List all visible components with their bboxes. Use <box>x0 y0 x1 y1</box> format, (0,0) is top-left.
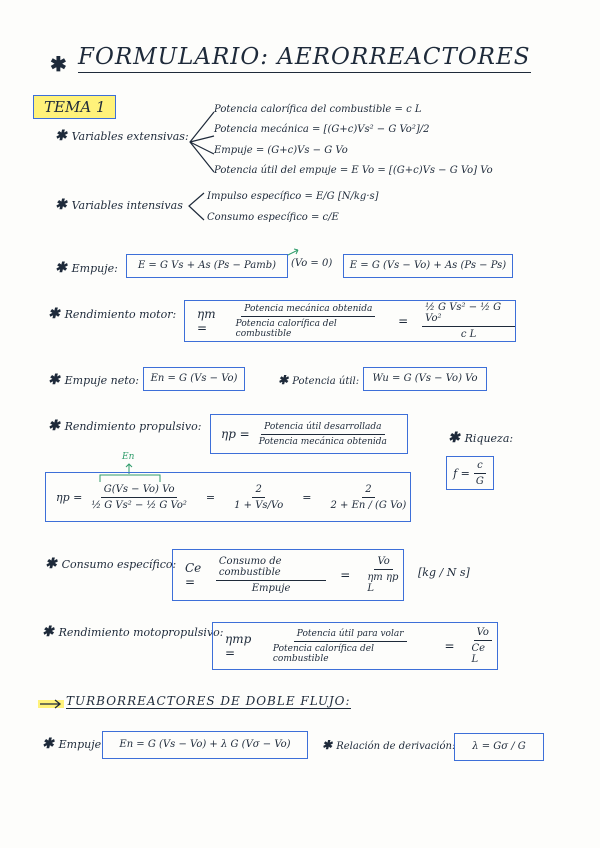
rend-motopropulsivo-label: ✱ Rendimiento motopropulsivo: <box>42 624 224 640</box>
consumo-units: [kg / N s] <box>418 566 470 579</box>
rend-propulsivo-row-den-3: 2 + En / (G Vo) <box>330 499 407 511</box>
rend-motopropulsivo-box <box>212 622 498 670</box>
rend-motopropulsivo-eq: = <box>444 639 455 653</box>
riqueza-box <box>446 456 494 490</box>
intensivas-bracket <box>186 190 206 224</box>
rend-propulsivo-row-eq-1: = <box>205 490 216 504</box>
empuje-label: ✱ Empuje: <box>55 260 118 276</box>
turbofan-empuje-label: ✱ Empuje <box>42 736 102 752</box>
riqueza-den: G <box>475 475 484 487</box>
riqueza-symbol: f = <box>453 466 470 480</box>
derivacion-label: ✱ Relación de derivación: <box>322 738 456 752</box>
rend-propulsivo-row-num-2: 2 <box>252 484 264 498</box>
title-bullet: ✱ <box>50 52 67 76</box>
rend-motopropulsivo-num-2: Vo <box>474 627 492 641</box>
bullet-icon: ✱ <box>48 418 65 434</box>
rend-propulsivo-row-num-3: 2 <box>362 484 374 498</box>
turbofan-empuje-formula: En = G (Vs − Vo) + λ G (Vσ − Vo) <box>102 731 308 759</box>
consumo-eq: = <box>340 568 351 582</box>
potencia-util-formula: Wu = G (Vs − Vo) Vo <box>363 367 487 391</box>
consumo-num: Consumo de combustible <box>216 556 326 581</box>
rend-propulsivo-row-num: G(Vs − Vo) Vo <box>101 484 178 498</box>
intensivas-label: ✱ Variables intensivas <box>55 197 183 213</box>
rend-propulsivo-label: ✱ Rendimiento propulsivo: <box>48 418 202 434</box>
bullet-icon: ✱ <box>45 556 62 572</box>
empuje-formula-1: E = G Vs + As (Ps − Pamb) <box>126 254 288 278</box>
empuje-neto-label: ✱ Empuje neto: <box>48 372 139 388</box>
consumo-num-2: Vo <box>374 556 392 570</box>
consumo-den: Empuje <box>251 583 291 594</box>
intensivas-item-1: Impulso específico = E/G [N/kg·s] <box>207 191 379 202</box>
rend-propulsivo-row-den-2: 1 + Vs/Vo <box>234 499 284 511</box>
bullet-icon: ✱ <box>55 197 72 213</box>
extensivas-item-1: Potencia calorífica del combustible = c L <box>214 104 422 115</box>
rend-propulsivo-row-fraction-3 <box>327 484 409 511</box>
rend-motor-den: Potencia calorífica del combustible <box>235 318 337 339</box>
rend-propulsivo-row-den: ½ G Vs² − ½ G Vo² <box>91 499 187 511</box>
rend-motopropulsivo-den-2: Ce L <box>471 643 486 665</box>
extensivas-bracket <box>186 108 216 178</box>
rend-motor-fraction <box>233 304 384 339</box>
rend-motopropulsivo-fraction-2 <box>469 627 497 665</box>
extensivas-item-4: Potencia útil del empuje = E Vo = [(G+c)Vs − G Vo] Vo <box>214 165 493 176</box>
rend-motopropulsivo-fraction <box>270 629 431 664</box>
bullet-icon: ✱ <box>42 624 59 640</box>
bullet-icon: ✱ <box>48 306 65 322</box>
rend-motor-box <box>184 300 516 342</box>
turbofan-title: TURBORREACTORES DE DOBLE FLUJO: <box>66 694 351 708</box>
rend-propulsivo-row-box <box>45 472 411 522</box>
rend-propulsivo-symbol: ηp = <box>221 427 250 441</box>
en-note: En <box>122 452 135 462</box>
rend-motopropulsivo-den: Potencia calorífica del combustible <box>272 643 375 664</box>
rend-motor-fraction-2 <box>422 302 515 340</box>
consumo-box <box>172 549 404 601</box>
bullet-icon: ✱ <box>42 736 59 752</box>
rend-propulsivo-box <box>210 414 408 454</box>
arrow-right-icon <box>38 697 64 711</box>
rend-propulsivo-num: Potencia útil desarrollada <box>261 422 384 435</box>
empuje-formula-2: E = G (Vs − Vo) + As (Ps − Ps) <box>343 254 513 278</box>
extensivas-label: ✱ Variables extensivas: <box>55 128 189 144</box>
rend-propulsivo-fraction <box>256 422 390 447</box>
consumo-den-2: ηm ηp L <box>367 572 399 594</box>
section-tema-1: TEMA 1 <box>33 95 116 119</box>
rend-propulsivo-row-symbol: ηp = <box>56 490 83 504</box>
rend-motor-eq: = <box>398 314 409 328</box>
rend-propulsivo-row-fraction-1 <box>88 484 190 511</box>
empuje-condition: (Vo = 0) <box>291 258 333 269</box>
intensivas-item-2: Consumo específico = c/E <box>207 212 339 223</box>
bullet-icon: ✱ <box>278 373 293 387</box>
consumo-fraction <box>216 556 326 594</box>
rend-propulsivo-row-eq-2: = <box>302 490 312 504</box>
consumo-label: ✱ Consumo específico: <box>45 556 177 572</box>
rend-motor-num: Potencia mecánica obtenida <box>241 304 375 317</box>
rend-motor-symbol: ηm = <box>197 307 216 335</box>
extensivas-item-2: Potencia mecánica = [(G+c)Vs² − G Vo²]/2 <box>214 124 430 135</box>
rend-motor-label: ✱ Rendimiento motor: <box>48 306 177 322</box>
empuje-neto-formula: En = G (Vs − Vo) <box>143 367 245 391</box>
consumo-fraction-2 <box>364 556 403 594</box>
derivacion-formula: λ = Gσ / G <box>454 733 544 761</box>
bullet-icon: ✱ <box>448 430 465 446</box>
rend-motor-num-2: ½ G Vs² − ½ G Vo² <box>422 302 515 327</box>
arrow-icon <box>286 247 302 257</box>
extensivas-item-3: Empuje = (G+c)Vs − G Vo <box>214 145 348 156</box>
bullet-icon: ✱ <box>322 738 337 752</box>
riqueza-num: c <box>474 460 486 474</box>
rend-motopropulsivo-symbol: ηmp = <box>225 632 252 660</box>
riqueza-label: ✱ Riqueza: <box>448 430 514 446</box>
rend-motor-den-2: c L <box>460 329 477 340</box>
bullet-icon: ✱ <box>48 372 65 388</box>
page-title: FORMULARIO: AERORREACTORES <box>78 44 531 73</box>
bullet-icon: ✱ <box>55 128 72 144</box>
consumo-symbol: Ce = <box>185 561 202 589</box>
rend-propulsivo-den: Potencia mecánica obtenida <box>258 436 387 447</box>
riqueza-fraction <box>473 460 487 487</box>
bullet-icon: ✱ <box>55 260 72 276</box>
rend-propulsivo-row-fraction-2 <box>231 484 286 511</box>
potencia-util-label: ✱ Potencia útil: <box>278 373 360 387</box>
rend-motopropulsivo-num: Potencia útil para volar <box>294 629 407 642</box>
